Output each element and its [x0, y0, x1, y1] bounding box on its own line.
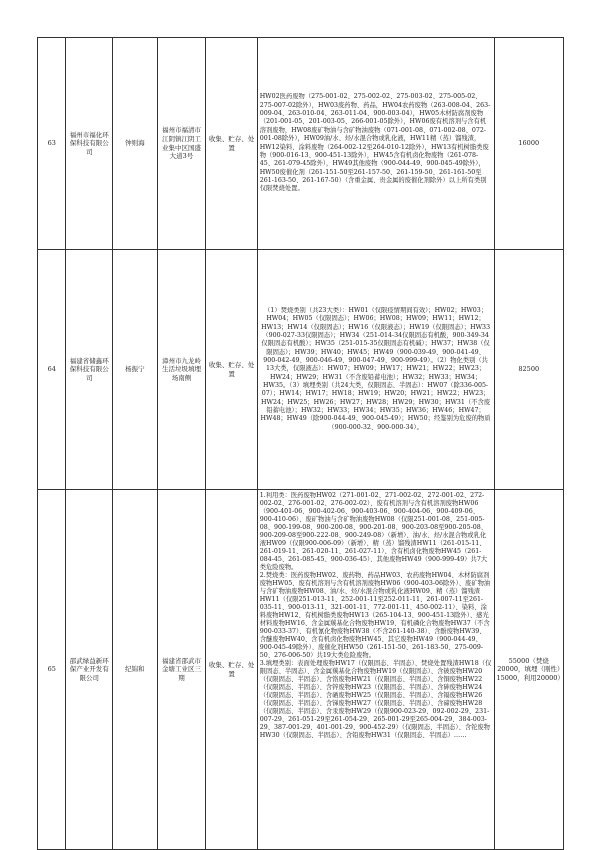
table-row [38, 490, 564, 850]
company-name: 福建省储鑫环保科技有限公司 [66, 250, 113, 490]
facility-address: 漳州市九龙岭生活垃圾填埋场南侧 [157, 250, 206, 490]
legal-representative: 钟则海 [113, 38, 157, 250]
table-row [38, 250, 564, 490]
legal-representative: 纪锦和 [113, 490, 157, 850]
company-name: 邵武绿益新环保产业开发有限公司 [66, 490, 113, 850]
annual-scale: 55000（焚烧20000，填埋（刚性）15000，利用20000） [494, 490, 564, 850]
waste-categories: （1）焚烧类别（共23大类）：HW01（仅限疫情期间有效）；HW02；HW03；HW04；HW05（仅限固态）；HW06；HW08；HW09；HW11；HW12；HW13；HW14（仅限固态）；HW16（仅限液态）；HW19（仅限固态）；HW33（900-027-33仅限固态）；HW34（251-014-34仅限固态有机酸，900-349-34仅限固态有机酸）；HW35（251-015-35仅限固态有机碱）；HW37；HW38（仅限固态）；HW39；HW40；HW45；HW49（900-039-49、900-041-49、900-042-49、900-046-49、900-047-49、900-999-49）。（2）物化类别（共13大类，仅限液态）：HW07；HW09；HW17；HW21；HW22；HW23；HW24；HW29；HW31（不含废铅蓄电池）；HW32；HW33；HW34；HW35。（3）填埋类别（共24大类，仅限固态、半固态）：HW07（除336-005-07）；HW14；HW17；HW18；HW19；HW20；HW21；HW22；HW23；HW24；HW25；HW26；HW27；HW28；HW29；HW30；HW31（不含废铅蓄电池）；HW32；HW33；HW34；HW35；HW36；HW46；HW47；HW48；HW49（除900-044-49、900-045-49）；HW50；经鉴别为危废的物质（900-000-32、900-000-34）。 [260, 306, 491, 431]
company-name: 福州市福化环保科技有限公司 [66, 38, 113, 250]
waste-categories-cell [257, 490, 494, 850]
table-row [38, 38, 564, 250]
row-number: 64 [38, 250, 66, 490]
waste-categories-cell [257, 250, 494, 490]
waste-categories-cell [257, 38, 494, 250]
permit-table [37, 37, 564, 850]
annual-scale: 16000 [494, 38, 564, 250]
waste-categories-clip [260, 492, 492, 844]
row-number: 63 [38, 38, 66, 250]
operation-mode: 收集、贮存、处置 [206, 490, 257, 850]
legal-representative: 杨振宁 [113, 250, 157, 490]
operation-mode: 收集、贮存、处置 [206, 250, 257, 490]
facility-address: 福建省邵武市金塘工业区三期 [157, 490, 206, 850]
waste-categories: HW02医药废物（275-001-02、275-002-02、275-003-02、275-005-02、275-007-02除外），HW03废药物、药品，HW04农药废物（263-008-04、263-009-04、263-010-04、263-011-04、900-003-04），HW05木材防腐剂废物（201-001-05、201-003-05、266-001-05除外），HW06废有机溶剂与含有机溶剂废物，HW08废矿物油与含矿物油废物（071-001-08、071-002-08、072-001-08除外），HW09油/水、烃/水混合物或乳化液，HW11精（蒸）馏残渣，HW12染料、涂料废物（264-002-12至264-010-12除外），HW13有机树脂类废物（900-016-13、900-451-13除外），HW45含有机卤化物废物（261-078-45、261-079-45除外），HW49其他废物（900-044-49、900-045-49除外），HW50废催化剂（261-151-50至261-157-50、261-159-50、261-161-50至261-163-50、261-167-50）（含重金属、贵金属的废催化剂除外）以上所有类别仅限焚烧处置。 [259, 93, 491, 193]
facility-address: 福州市福清市江阴镇江阴工业集中区国盛大道3号 [157, 38, 206, 250]
row-number: 65 [38, 490, 66, 850]
operation-mode: 收集、贮存、处置 [206, 38, 257, 250]
waste-categories: 1.利用类：医药废物HW02（271-001-02、271-002-02、272-001-02、272-002-02、276-001-02、276-002-02）、废有机溶剂与含有机溶剂废物HW06（900-401-06、900-402-06、900-403-06、900-404-06、900-409-06、900-410-06）、废矿物油与含矿物油废物HW08（仅限251-001-08、251-005-08、900-199-08、900-200-08、900-201-08、900-203-08至900-205-08、900-209-08至900-222-08、900-249-08）（新增）、油/水、烃/水混合物或乳化液HW09（仅限900-006-09）（新增）、精（蒸）馏残渣HW11（261-015-11、261-019-11、261-020-11、261-027-11）、含有机卤化物废物HW45（261-084-45、261-085-45、900-036-45）、其他废物HW49（900-999-49）共7大类危险废物。 2.焚烧类：医药废物HW02、废药物、药品HW03、农药废物HW04、木材防腐剂废物HW05、废有机溶剂与含有机溶剂废物HW06（900-403-06除外）、废矿物油与含矿物油废物HW08、油/水、烃/水混合物或乳化液HW09、精（蒸）馏残渣HW11（仅限251-013-11、252-001-11至252-011-11、261-007-11至261-035-11、900-013-11、321-001-11、772-001-11、450-002-11）、染料、涂料废物HW12、有机树脂类废物HW13（265-104-13、900-451-13除外）、感光材料废物HW16、含金属羰基化合物废物HW19、有机磷化合物废物HW37（不含900-033-37）、有机氰化物废物HW38（不含261-140-38）、含酚废物HW39、含醚废物HW40、含有机卤化物废物HW45、其它废物HW49（900-044-49、900-045-49除外）、废催化剂HW50（261-151-50、261-183-50、275-009-50、276-006-50）共19大类危险废物。 3.填埋类别：表面处理废物HW17（仅限固态、半固态）、焚烧处置残渣HW18（仅限固态、半固态）、含金属羰基化合物废物HW19（仅限固态）、含铍废物HW20（仅限固态、半固态）、含铬废物HW21（仅限固态、半固态）、含铜废物HW22（仅限固态、半固态）、含锌废物HW23（仅限固态、半固态）、含砷废物HW24（仅限固态、半固态）、含硒废物HW25（仅限固态、半固态）、含镉废物HW26（仅限固态、半固态）、含锑废物HW27（仅限固态、半固态）、含碲废物HW28（仅限固态、半固态）、含汞废物HW29（仅限900-023-29、092-002-29、231-007-29、261-051-29至261-054-29、265-001-29至265-004-29、384-003-29、387-001-29、401-001-29、900-452-29）（仅限固态、半固态）、含铊废物HW30（仅限固态、半固态）、含铅废物HW31（仅限固态、半固态）…… [259, 492, 492, 739]
annual-scale: 82500 [494, 250, 564, 490]
